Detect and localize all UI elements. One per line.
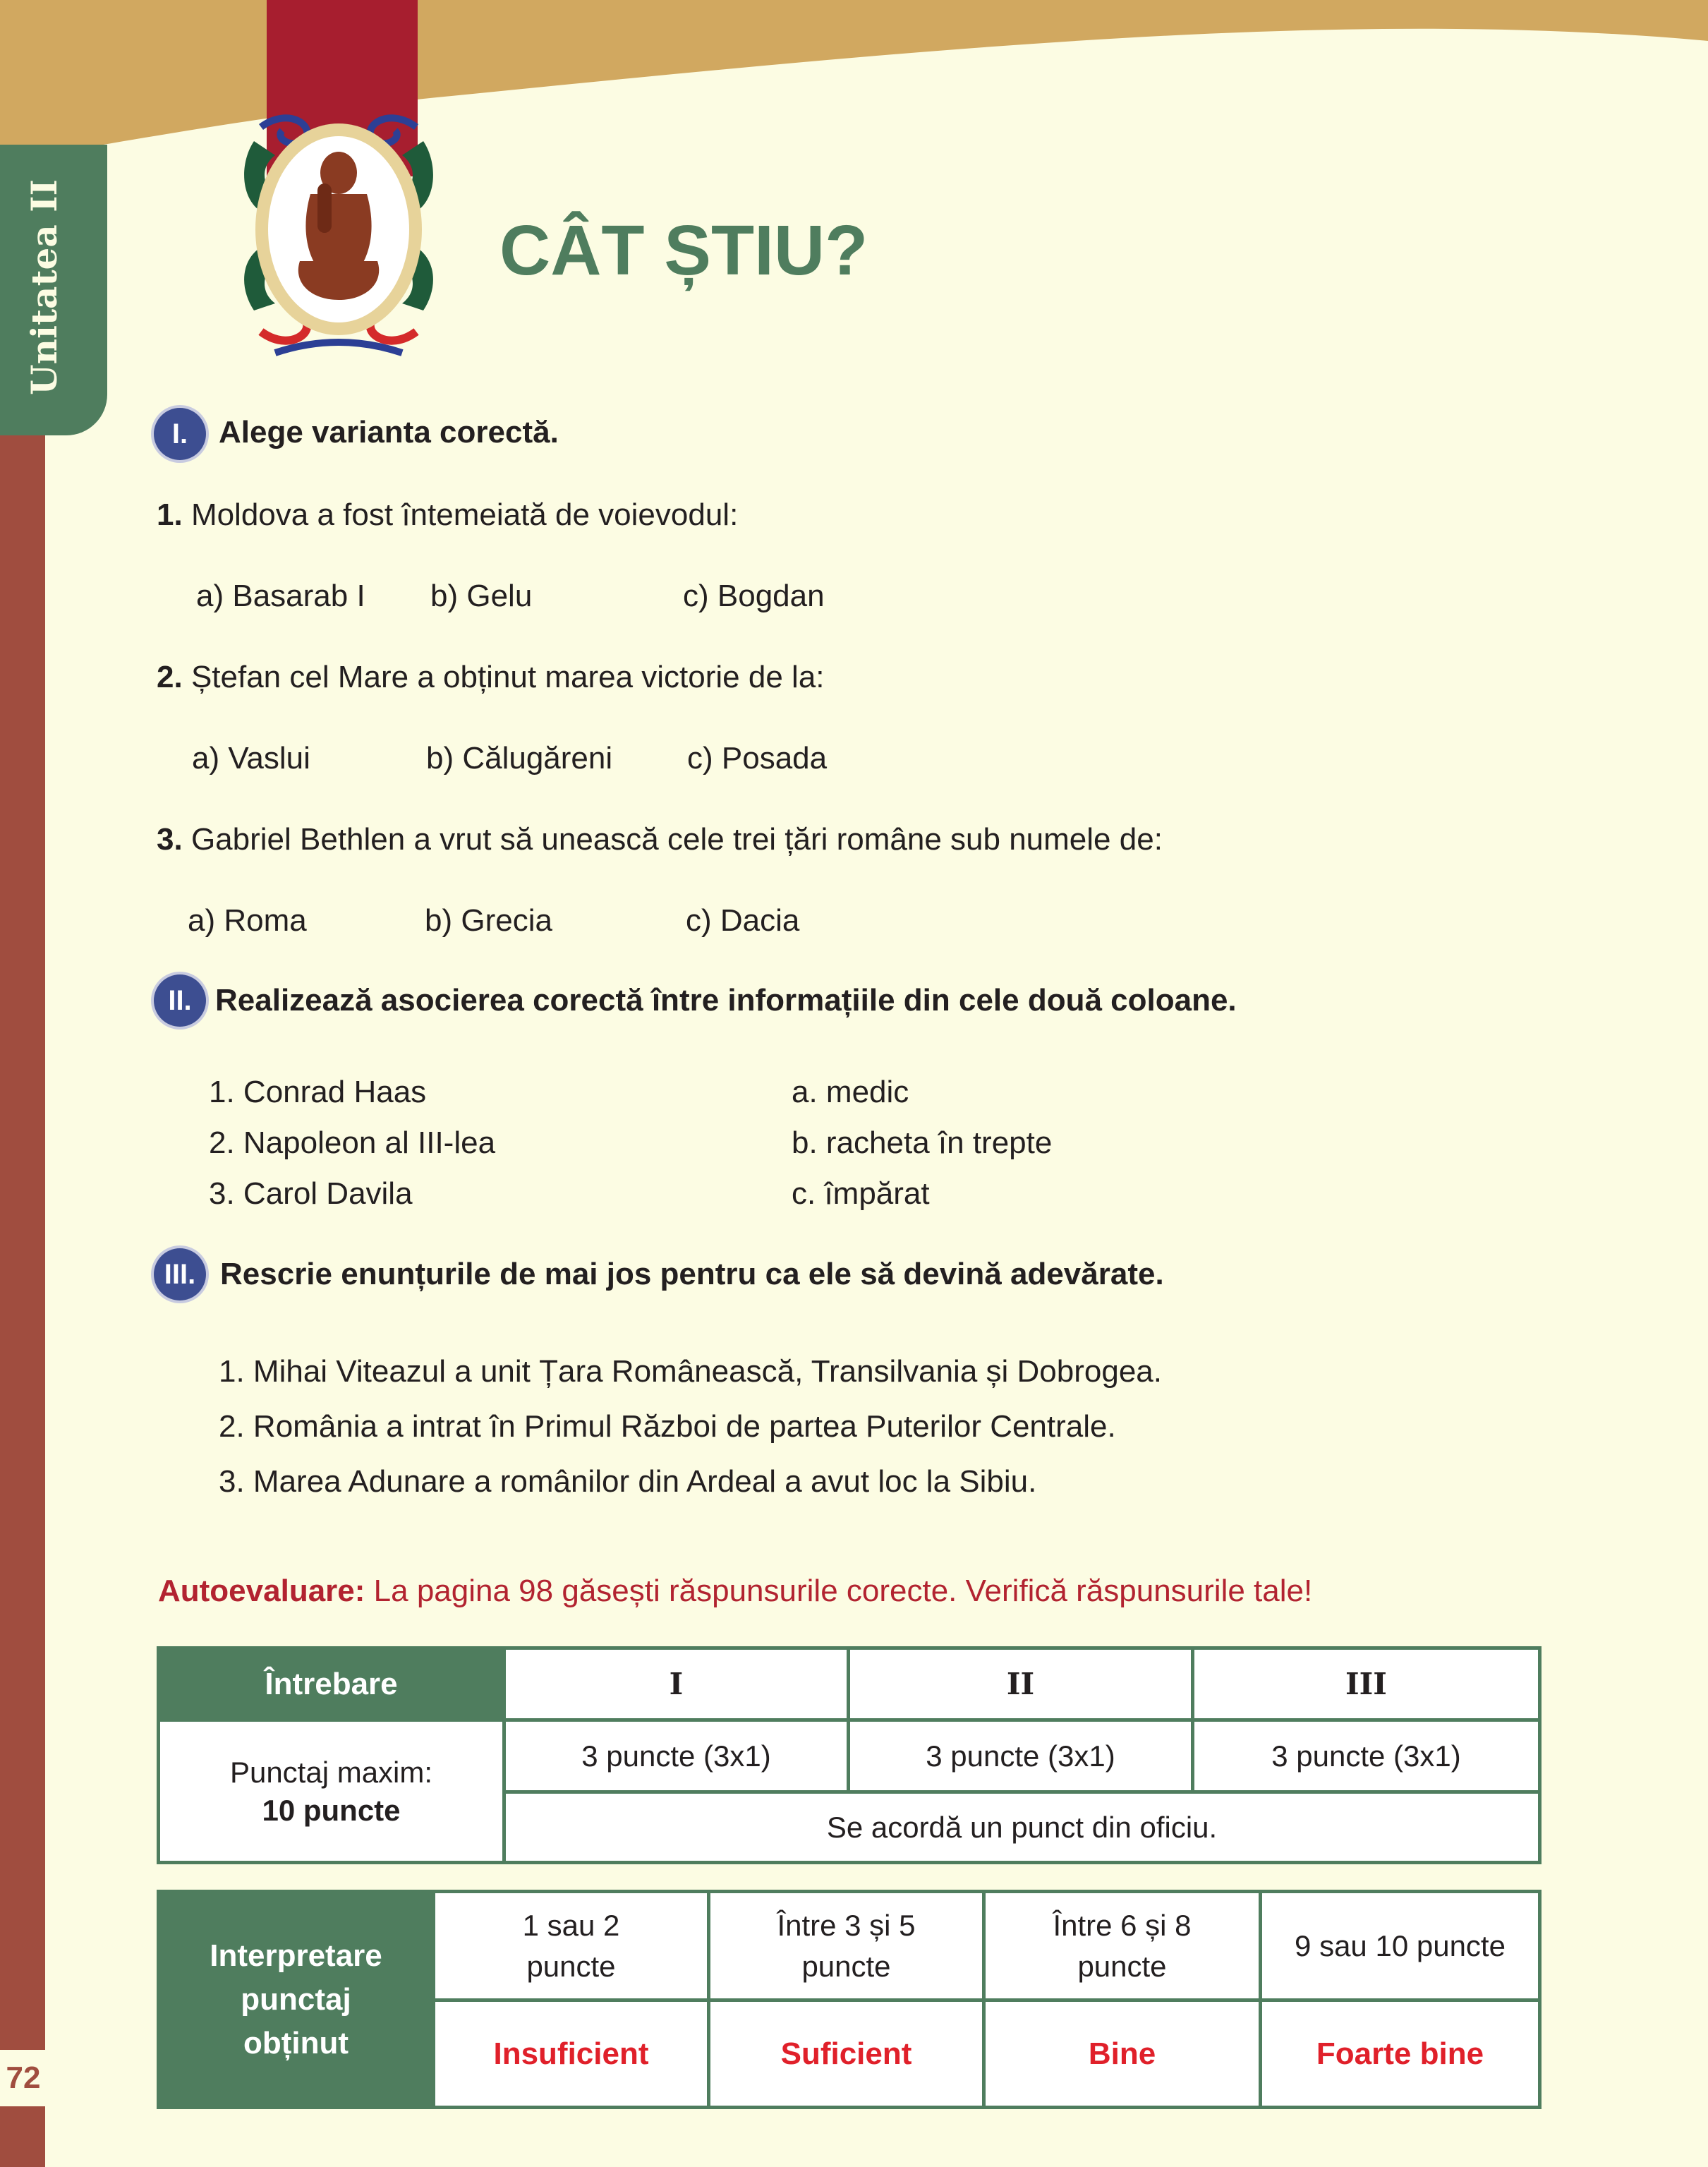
question-text: Moldova a fost întemeiată de voievodul:: [190, 497, 739, 532]
points-cell-ii: 3 puncte (3x1): [849, 1720, 1193, 1792]
interpretation-label-line: obținut: [243, 2025, 349, 2060]
score-table: [157, 1646, 1542, 1864]
question-2: [157, 656, 825, 699]
q3-option-c: c) Dacia: [686, 903, 800, 938]
column-header-ii: II: [849, 1648, 1193, 1720]
left-column-item-2: 2. Napoleon al III-lea: [209, 1125, 496, 1160]
grade-foarte-bine: Foarte bine: [1261, 2000, 1540, 2108]
section-1-badge: I.: [154, 408, 206, 460]
interpretation-label-line: Interpretare: [210, 1938, 382, 1973]
q1-option-b: b) Gelu: [430, 579, 533, 613]
interpretation-label-cell: [159, 1892, 434, 2108]
grade-bine: Bine: [984, 2000, 1261, 2108]
range-line: 1 sau 2: [522, 1908, 620, 1942]
left-column-item-1: 1. Conrad Haas: [209, 1075, 427, 1109]
question-3: [157, 819, 1163, 861]
range-cell-2: [709, 1892, 984, 2000]
right-column-item-a: a. medic: [792, 1075, 909, 1109]
question-1: [157, 494, 738, 536]
section-3-heading: Rescrie enunțurile de mai jos pentru ca ele să devină adevărate.: [220, 1257, 1164, 1291]
autoevaluare-label: Autoevaluare:: [158, 1574, 365, 1608]
column-header-iii: III: [1193, 1648, 1540, 1720]
statement-3: 3. Marea Adunare a românilor din Ardeal a avut loc la Sibiu.: [219, 1464, 1037, 1499]
range-cell-4: [1261, 1892, 1540, 2000]
q1-option-c: c) Bogdan: [683, 579, 825, 613]
section-3-badge: III.: [154, 1248, 206, 1300]
range-line: Între 6 și 8: [1053, 1908, 1192, 1942]
section-2-badge: II.: [154, 974, 206, 1027]
points-cell-i: 3 puncte (3x1): [504, 1720, 849, 1792]
section-2-heading: Realizează asocierea corectă între informațiile din cele două coloane.: [215, 983, 1237, 1018]
range-cell-3: [984, 1892, 1261, 2000]
question-number: 1.: [157, 497, 183, 532]
side-bar: [0, 430, 45, 2167]
points-cell-iii: 3 puncte (3x1): [1193, 1720, 1540, 1792]
bonus-point-cell: Se acordă un punct din oficiu.: [504, 1792, 1540, 1863]
range-cell-1: [434, 1892, 709, 2000]
page-number: 72: [0, 2050, 47, 2106]
q2-option-b: b) Călugăreni: [426, 741, 613, 775]
autoevaluare-text: La pagina 98 găsești răspunsurile corecte. Verifică răspunsurile tale!: [373, 1574, 1313, 1608]
question-number: 3.: [157, 822, 183, 857]
question-number: 2.: [157, 660, 183, 694]
range-line: puncte: [526, 1949, 616, 1983]
statement-2: 2. România a intrat în Primul Război de partea Puterilor Centrale.: [219, 1409, 1116, 1444]
interpretation-table: [157, 1890, 1542, 2109]
question-text: Ștefan cel Mare a obținut marea victorie de la:: [190, 660, 825, 694]
q1-option-a: a) Basarab I: [196, 579, 365, 613]
q2-option-a: a) Vaslui: [192, 741, 310, 775]
section-1-heading: Alege varianta corectă.: [219, 415, 559, 449]
column-header-i: I: [504, 1648, 849, 1720]
thinker-statuette-emblem-icon: [233, 99, 444, 360]
q3-option-b: b) Grecia: [425, 903, 552, 938]
range-line: puncte: [801, 1949, 891, 1983]
statement-1: 1. Mihai Viteazul a unit Țara Românească, Transilvania și Dobrogea.: [219, 1354, 1162, 1389]
grade-insuficient: Insuficient: [434, 2000, 709, 2108]
q3-option-a: a) Roma: [188, 903, 307, 938]
unit-label: Unitatea II: [23, 179, 65, 395]
q2-option-c: c) Posada: [687, 741, 828, 775]
score-table-header-label: Întrebare: [159, 1648, 504, 1720]
question-text: Gabriel Bethlen a vrut să unească cele trei țări române sub numele de:: [190, 822, 1163, 857]
page-title: CÂT ȘTIU?: [499, 211, 868, 290]
grade-suficient: Suficient: [709, 2000, 984, 2108]
range-line: 9 sau 10 puncte: [1295, 1928, 1506, 1962]
autoevaluare-note: [158, 1570, 1312, 1612]
range-line: puncte: [1077, 1949, 1167, 1983]
max-score-value: 10 puncte: [262, 1793, 401, 1827]
right-column-item-b: b. racheta în trepte: [792, 1125, 1053, 1160]
max-score-cell: [159, 1720, 504, 1863]
interpretation-label-line: punctaj: [241, 1981, 351, 2017]
range-line: Între 3 și 5: [777, 1908, 916, 1942]
left-column-item-3: 3. Carol Davila: [209, 1176, 413, 1211]
max-score-label: Punctaj maxim:: [229, 1755, 433, 1789]
right-column-item-c: c. împărat: [792, 1176, 930, 1211]
